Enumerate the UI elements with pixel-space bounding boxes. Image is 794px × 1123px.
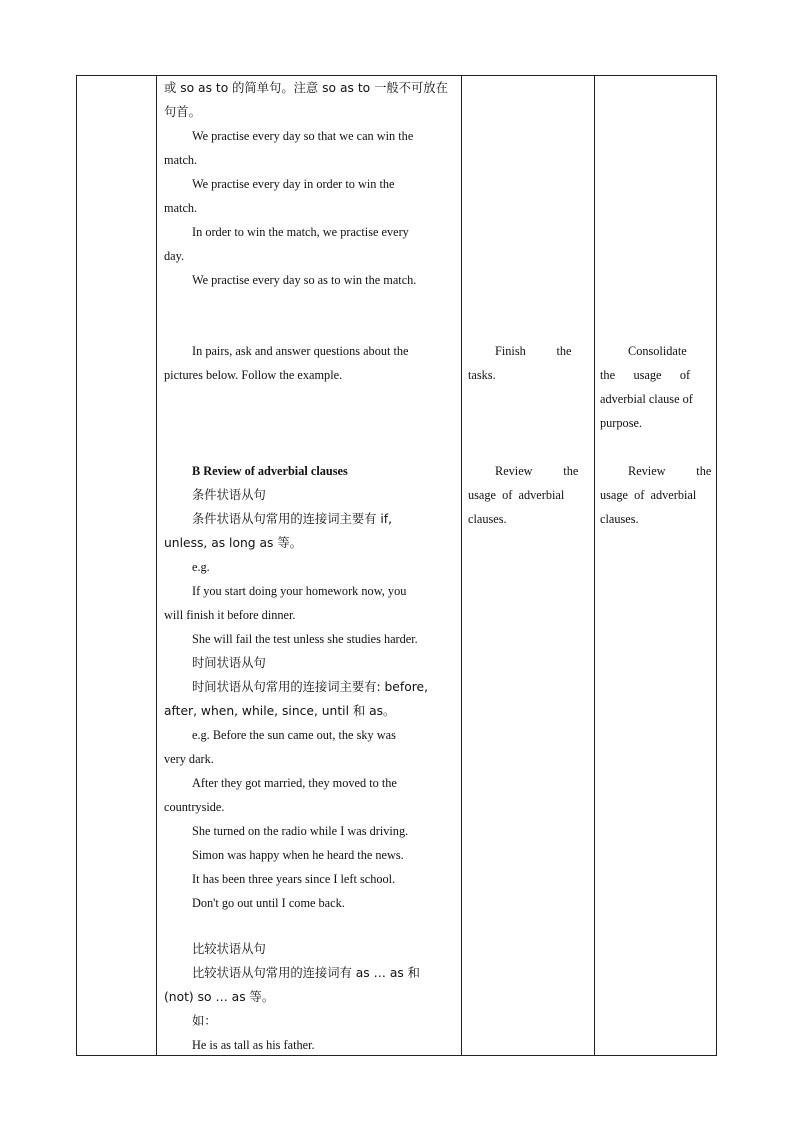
section-heading: B Review of adverbial clauses xyxy=(192,464,348,478)
example-sentence: day. xyxy=(164,249,185,263)
subsection-title: 时间状语从句 xyxy=(192,656,266,670)
example-sentence: It has been three years since I left school. xyxy=(192,872,396,886)
purpose-text: Consolidate xyxy=(628,344,687,358)
eg-label: 如： xyxy=(192,1014,217,1028)
pair-task-text: pictures below. Follow the example. xyxy=(164,368,343,382)
activity-text: Finish the xyxy=(495,344,572,358)
text-line: 句首。 xyxy=(164,105,201,119)
pair-task-text: In pairs, ask and answer questions about the xyxy=(192,344,409,358)
purpose-text: the usage of xyxy=(600,368,691,382)
purpose-text: clauses. xyxy=(600,512,639,526)
text-line: 条件状语从句常用的连接词主要有 if, xyxy=(192,512,393,526)
column-divider xyxy=(156,76,157,1055)
example-sentence: Don't go out until I come back. xyxy=(192,896,345,910)
example-sentence: She will fail the test unless she studies harder. xyxy=(192,632,418,646)
example-sentence: e.g. Before the sun came out, the sky was xyxy=(192,728,396,742)
example-sentence: After they got married, they moved to the xyxy=(192,776,397,790)
example-sentence: match. xyxy=(164,153,198,167)
text-line: after, when, while, since, until 和 as。 xyxy=(164,704,396,718)
text-line: (not) so … as 等。 xyxy=(164,990,275,1004)
activity-text: Review the xyxy=(495,464,579,478)
eg-label: e.g. xyxy=(192,560,210,574)
text-line: 或 so as to 的简单句。注意 so as to 一般不可放在 xyxy=(164,81,448,95)
text-line: 比较状语从句常用的连接词有 as … as 和 xyxy=(192,966,420,980)
example-sentence: We practise every day so as to win the match. xyxy=(192,273,417,287)
example-sentence: match. xyxy=(164,201,198,215)
subsection-title: 比较状语从句 xyxy=(192,942,266,956)
example-sentence: will finish it before dinner. xyxy=(164,608,296,622)
example-sentence: very dark. xyxy=(164,752,214,766)
subsection-title: 条件状语从句 xyxy=(192,488,266,502)
column-divider xyxy=(594,76,595,1055)
example-sentence: We practise every day in order to win the xyxy=(192,177,395,191)
text-line: 时间状语从句常用的连接词主要有: before, xyxy=(192,680,428,694)
activity-text: tasks. xyxy=(468,368,496,382)
activity-text: clauses. xyxy=(468,512,507,526)
text-line: unless, as long as 等。 xyxy=(164,536,302,550)
purpose-text: adverbial clause of xyxy=(600,392,693,406)
purpose-text: usage of adverbial xyxy=(600,488,697,502)
example-sentence: If you start doing your homework now, you xyxy=(192,584,407,598)
column-divider xyxy=(461,76,462,1055)
example-sentence: She turned on the radio while I was driving. xyxy=(192,824,409,838)
purpose-text: purpose. xyxy=(600,416,643,430)
example-sentence: countryside. xyxy=(164,800,225,814)
purpose-text: Review the xyxy=(628,464,712,478)
example-sentence: In order to win the match, we practise every xyxy=(192,225,409,239)
lesson-table xyxy=(76,75,717,1056)
example-sentence: We practise every day so that we can win the xyxy=(192,129,414,143)
example-sentence: Simon was happy when he heard the news. xyxy=(192,848,404,862)
example-sentence: He is as tall as his father. xyxy=(192,1038,315,1052)
activity-text: usage of adverbial xyxy=(468,488,565,502)
